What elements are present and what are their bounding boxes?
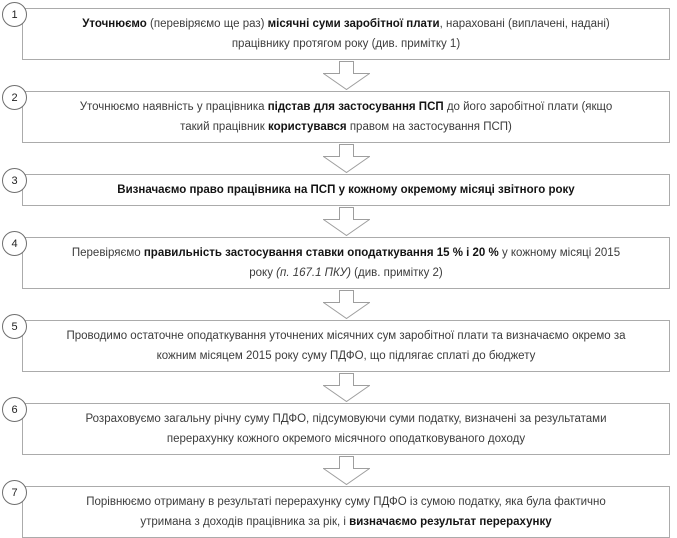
text-segment: місячні суми заробітної плати [267,18,440,30]
step-number-badge [2,85,27,110]
text-segment: Порівнюємо отриману в результаті перерахунку суму ПДФО із сумою податку, яка була фактично утримана з доходів працівника за рік, і [86,496,606,528]
text-segment: Перевіряємо [71,247,144,259]
text-segment: (перевіряємо ще раз) [146,18,268,30]
down-block-arrow-icon [323,61,370,90]
step-text [65,492,627,532]
flow-arrow [22,60,670,91]
text-segment: визначаємо результат перерахунку [349,516,552,528]
flow-step [11,486,670,538]
text-segment: Розраховуємо загальну річну суму ПДФО, підсумовуючи суми податку, визначені за результатами перерахунку кожного окремого місячного оподатковуваного доходу [85,413,607,445]
flow-arrow [22,206,670,237]
text-segment: Проводимо остаточне оподаткування уточнених місячних сум заробітної плати та визначаємо окремо за кожним місяцем 2015 року суму ПДФО, що підлягає сплаті до бюджету [66,330,626,362]
down-block-arrow-icon [323,373,370,402]
text-segment: Уточнюємо [82,18,147,30]
step-number: 1 [11,8,18,21]
flow-arrow [22,455,670,486]
step-number-badge [2,314,27,339]
step-number-badge [2,231,27,256]
step-box [22,320,670,372]
down-block-arrow-icon [323,207,370,236]
text-segment: до його заробітної плати (якщо такий працівник [180,101,613,133]
step-number: 4 [11,237,18,250]
step-number-badge [2,397,27,422]
flow-arrow [22,372,670,403]
flow-step [11,174,670,206]
down-block-arrow-icon [323,456,370,485]
step-number: 6 [11,403,18,416]
text-segment: Визначаємо право працівника на ПСП у кожному окремому місяці звітного року [117,184,575,196]
text-segment: користувався [267,121,347,133]
text-segment: правильність застосування ставки оподаткування 15 % і 20 % [143,247,499,259]
down-block-arrow-icon [323,290,370,319]
text-segment: (п. 167.1 ПКУ) [276,267,351,279]
step-number-badge [2,480,27,505]
text-segment: підстав для застосування ПСП [267,101,444,113]
step-box [22,91,670,143]
text-segment: (див. примітку 2) [350,267,443,279]
flow-arrow [22,289,670,320]
text-segment: правом на застосування ПСП) [346,121,512,133]
step-number-badge [2,168,27,193]
text-segment: у кожному місяці 2015 року [249,247,621,279]
text-segment: , нараховані (виплачені, надані) працівнику протягом року (див. примітку 1) [231,18,610,50]
step-number-badge [2,2,27,27]
step-number: 5 [11,320,18,333]
step-text [65,243,627,283]
step-number: 3 [11,174,18,187]
step-number: 7 [11,486,18,499]
step-box [22,174,670,206]
step-box [22,237,670,289]
text-segment: Уточнюємо наявність у працівника [79,101,268,113]
step-number: 2 [11,91,18,104]
flow-step [11,403,670,455]
step-box [22,486,670,538]
flow-step [11,237,670,289]
down-block-arrow-icon [323,144,370,173]
step-text [65,14,627,54]
step-box [22,403,670,455]
flow-step [11,91,670,143]
step-box [22,8,670,60]
step-text [117,180,574,200]
flow-step [11,320,670,372]
step-text [65,326,627,366]
step-text [65,97,627,137]
flow-step [11,8,670,60]
step-text [65,409,627,449]
flow-arrow [22,143,670,174]
